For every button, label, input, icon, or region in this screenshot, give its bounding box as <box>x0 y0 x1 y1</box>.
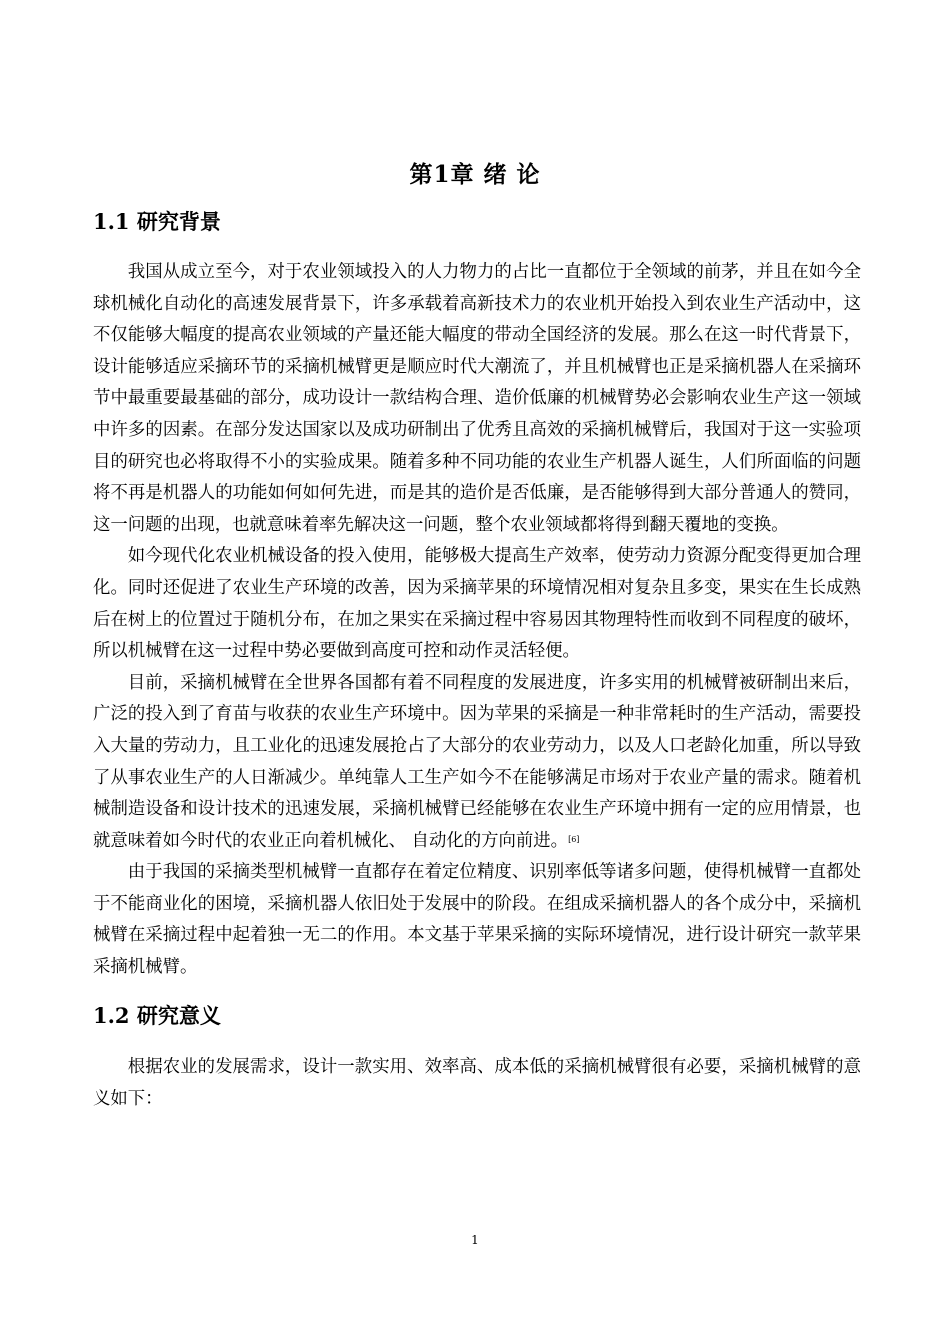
paragraph: 由于我国的采摘类型机械臂一直都存在着定位精度、识别率低等诸多问题，使得机械臂一直都处于不能商业化的困境，采摘机器人依旧处于发展中的阶段。在组成采摘机器人的各个成分中，采摘机械臂在采摘过程中起着独一无二的作用。本文基于苹果采摘的实际环境情况，进行设计研究一款苹果采摘机械臂。 <box>93 862 861 978</box>
paragraph: 根据农业的发展需求，设计一款实用、效率高、成本低的采摘机械臂很有必要，采摘机械臂的意义如下： <box>93 1057 861 1109</box>
section-body-research-background <box>93 257 861 984</box>
paragraph: 我国从成立至今，对于农业领域投入的人力物力的占比一直都位于全领域的前茅，并且在如今全球机械化自动化的高速发展背景下，许多承载着高新技术力的农业机开始投入到农业生产活动中，这不仅能够大幅度的提高农业领域的产量还能大幅度的带动全国经济的发展。那么在这一时代背景下，设计能够适应采摘环节的采摘机械臂更是顺应时代大潮流了，并且机械臂也正是采摘机器人在采摘环节中最重要最基础的部分，成功设计一款结构合理、造价低廉的机械臂势必会影响农业生产这一领域中许多的因素。在部分发达国家以及成功研制出了优秀且高效的采摘机械臂后，我国对于这一实验项目的研究也必将取得不小的实验成果。随着多种不同功能的农业生产机器人诞生，人们所面临的问题将不再是机器人的功能如何如何先进，而是其的造价是否低廉，是否能够得到大部分普通人的赞同，这一问题的出现，也就意味着率先解决这一问题，整个农业领域都将得到翻天覆地的变换。 <box>93 262 861 535</box>
paragraph: 如今现代化农业机械设备的投入使用，能够极大提高生产效率，使劳动力资源分配变得更加合理化。同时还促进了农业生产环境的改善，因为采摘苹果的环境情况相对复杂且多变，果实在生长成熟后在树上的位置过于随机分布，在加之果实在采摘过程中容易因其物理特性而收到不同程度的破坏，所以机械臂在这一过程中势必要做到高度可控和动作灵活轻便。 <box>93 546 861 662</box>
citation-reference: [6] <box>568 834 580 844</box>
paragraph-text: 目前，采摘机械臂在全世界各国都有着不同程度的发展进度，许多实用的机械臂被研制出来后，广泛的投入到了育苗与收获的农业生产环境中。因为苹果的采摘是一种非常耗时的生产活动，需要投入大量的劳动力，且工业化的迅速发展抢占了大部分的农业劳动力，以及人口老龄化加重，所以导致了从事农业生产的人日渐减少。单纯靠人工生产如今不在能够满足市场对于农业产量的需求。随着机械制造设备和设计技术的迅速发展，采摘机械臂已经能够在农业生产环境中拥有一定的应用情景，也就意味着如今时代的农业正向着机械化、 自动化的方向前进。 <box>93 672 861 851</box>
paragraph <box>93 668 861 858</box>
section-body-research-significance <box>93 1052 861 1115</box>
section-heading-research-significance: 1.2 研究意义 <box>93 1003 221 1028</box>
page-number: 1 <box>471 1233 479 1247</box>
section-heading-research-background: 1.1 研究背景 <box>93 209 221 234</box>
chapter-title: 第1章 绪 论 <box>409 161 541 188</box>
